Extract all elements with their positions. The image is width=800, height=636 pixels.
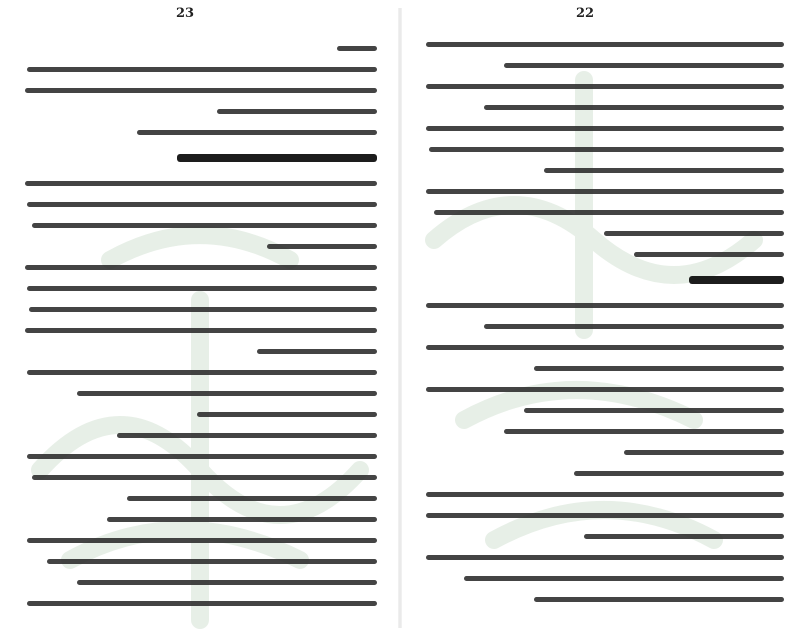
text-line	[22, 173, 377, 194]
page-body-text	[422, 34, 784, 610]
text-line	[422, 97, 784, 118]
text-line	[422, 181, 784, 202]
text-line	[422, 589, 784, 610]
text-line	[22, 320, 377, 341]
text-line	[422, 202, 784, 223]
text-line	[422, 505, 784, 526]
text-line	[422, 442, 784, 463]
text-line	[22, 509, 377, 530]
text-line	[22, 425, 377, 446]
text-line	[22, 101, 377, 122]
text-line	[22, 404, 377, 425]
text-line	[22, 215, 377, 236]
text-line	[422, 358, 784, 379]
text-line	[422, 223, 784, 244]
text-line	[22, 299, 377, 320]
text-line	[22, 467, 377, 488]
text-line	[422, 118, 784, 139]
text-line	[422, 484, 784, 505]
text-line	[422, 337, 784, 358]
text-line	[22, 194, 377, 215]
text-line	[422, 463, 784, 484]
text-line	[22, 488, 377, 509]
text-line	[422, 316, 784, 337]
text-line	[22, 80, 377, 101]
text-line	[22, 38, 377, 59]
text-line	[22, 59, 377, 80]
page-body-text	[22, 38, 377, 614]
text-line	[22, 593, 377, 614]
text-line	[422, 295, 784, 316]
section-heading	[422, 265, 784, 295]
text-line	[422, 55, 784, 76]
book-gutter	[398, 8, 402, 628]
text-line	[22, 446, 377, 467]
text-line	[422, 526, 784, 547]
text-line	[422, 547, 784, 568]
section-heading	[22, 143, 377, 173]
text-line	[22, 341, 377, 362]
text-line	[22, 278, 377, 299]
right-page	[404, 0, 800, 636]
text-line	[422, 34, 784, 55]
page-number: 22	[576, 6, 595, 21]
text-line	[22, 122, 377, 143]
text-line	[22, 362, 377, 383]
text-line	[422, 379, 784, 400]
text-line	[22, 572, 377, 593]
text-line	[22, 257, 377, 278]
left-page	[0, 0, 396, 636]
text-line	[22, 236, 377, 257]
text-line	[422, 421, 784, 442]
text-line	[22, 551, 377, 572]
text-line	[422, 244, 784, 265]
text-line	[22, 383, 377, 404]
text-line	[422, 400, 784, 421]
text-line	[422, 139, 784, 160]
text-line	[422, 76, 784, 97]
text-line	[422, 568, 784, 589]
page-number: 23	[176, 6, 195, 21]
text-line	[422, 160, 784, 181]
text-line	[22, 530, 377, 551]
